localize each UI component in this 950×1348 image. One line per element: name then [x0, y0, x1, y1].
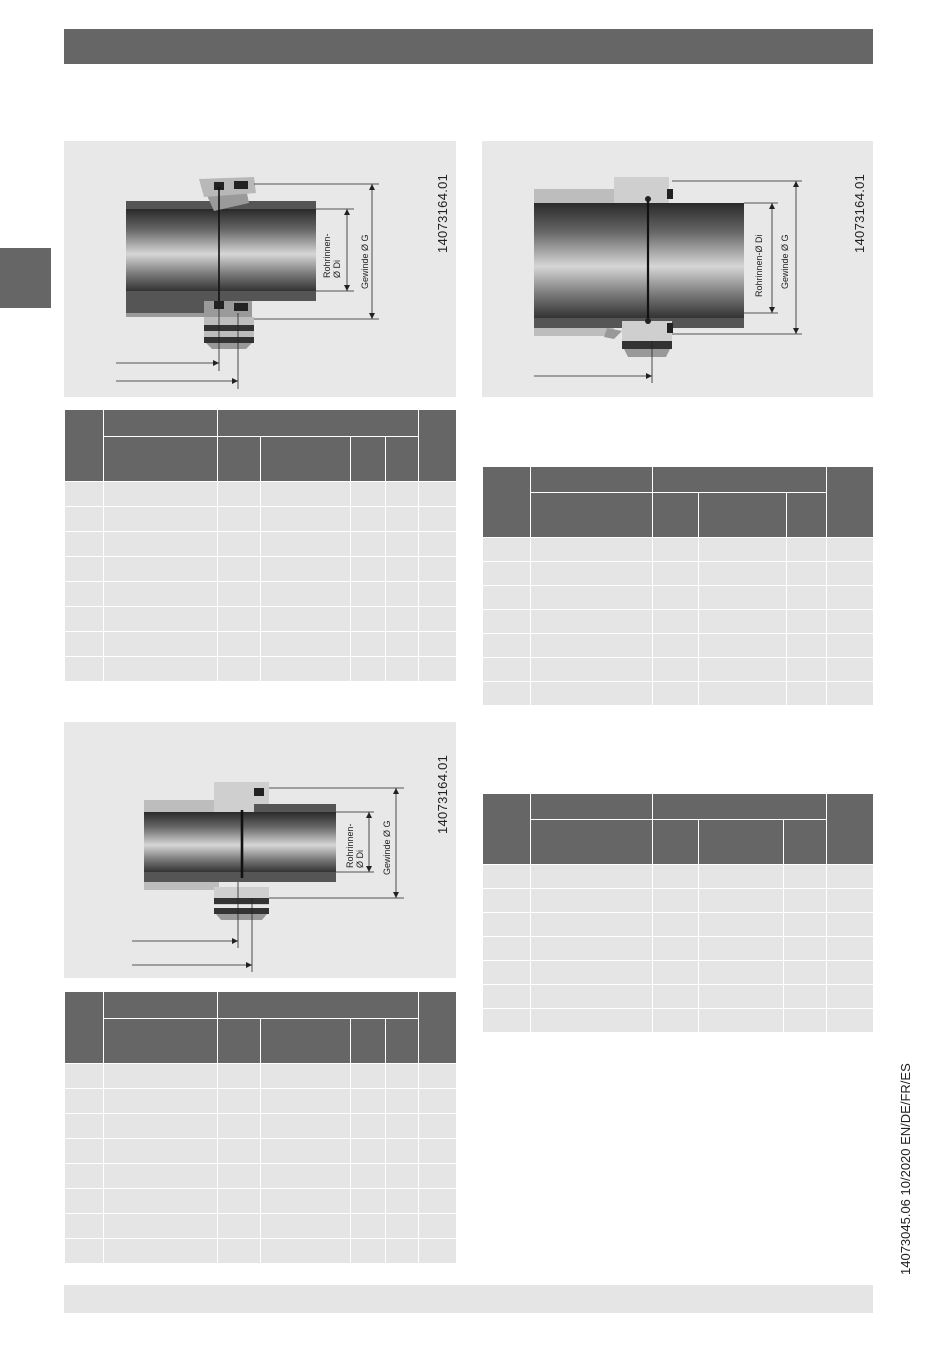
- table-row: [65, 507, 457, 532]
- spec-table-3: [482, 793, 874, 1033]
- inner-diameter-label: Rohrinnen- Ø Di: [322, 233, 342, 278]
- fitting-drawing-1: [64, 141, 456, 397]
- table-row: [65, 1214, 457, 1239]
- fitting-drawing-2: [482, 141, 873, 397]
- table-row: [483, 961, 874, 985]
- table-row: [65, 1114, 457, 1139]
- table-row: [483, 682, 874, 706]
- table-row: [483, 889, 874, 913]
- table-row: [65, 632, 457, 657]
- table-row: [483, 586, 874, 610]
- table-row: [65, 582, 457, 607]
- table-row: [65, 1139, 457, 1164]
- figure-panel-1: [64, 141, 456, 397]
- drawing-number: 14073164.01: [435, 173, 450, 253]
- page-header-bar: [64, 29, 873, 64]
- table-row: [65, 1239, 457, 1264]
- table-row: [65, 607, 457, 632]
- figure-panel-2: [482, 141, 873, 397]
- drawing-number: 14073164.01: [852, 173, 867, 253]
- table-row: [65, 557, 457, 582]
- table-row: [65, 1189, 457, 1214]
- inner-diameter-label: Rohrinnen- Ø Di: [345, 823, 365, 868]
- table-row: [65, 1089, 457, 1114]
- page-footer-bar: [64, 1285, 873, 1313]
- spec-table-1: [64, 409, 457, 682]
- document-code: 14073045.06 10/2020 EN/DE/FR/ES: [898, 1063, 913, 1275]
- table-row: [483, 985, 874, 1009]
- table-row: [483, 937, 874, 961]
- table-row: [483, 634, 874, 658]
- table-row: [483, 658, 874, 682]
- table-row: [483, 1009, 874, 1033]
- table-row: [483, 538, 874, 562]
- chapter-tab: [0, 248, 51, 308]
- spec-table-4: [64, 991, 457, 1264]
- fitting-drawing-3: [64, 722, 456, 978]
- thread-diameter-label: Gewinde Ø G: [382, 820, 392, 875]
- table-row: [483, 562, 874, 586]
- table-row: [483, 865, 874, 889]
- table-row: [65, 1164, 457, 1189]
- table-row: [65, 657, 457, 682]
- table-row: [65, 482, 457, 507]
- table-row: [483, 913, 874, 937]
- table-row: [65, 1064, 457, 1089]
- thread-diameter-label: Gewinde Ø G: [780, 234, 790, 289]
- drawing-number: 14073164.01: [435, 754, 450, 834]
- figure-panel-3: [64, 722, 456, 978]
- table-row: [65, 532, 457, 557]
- table-row: [483, 610, 874, 634]
- thread-diameter-label: Gewinde Ø G: [360, 234, 370, 289]
- inner-diameter-label: Rohrinnen-Ø Di: [754, 234, 764, 297]
- spec-table-2: [482, 466, 874, 706]
